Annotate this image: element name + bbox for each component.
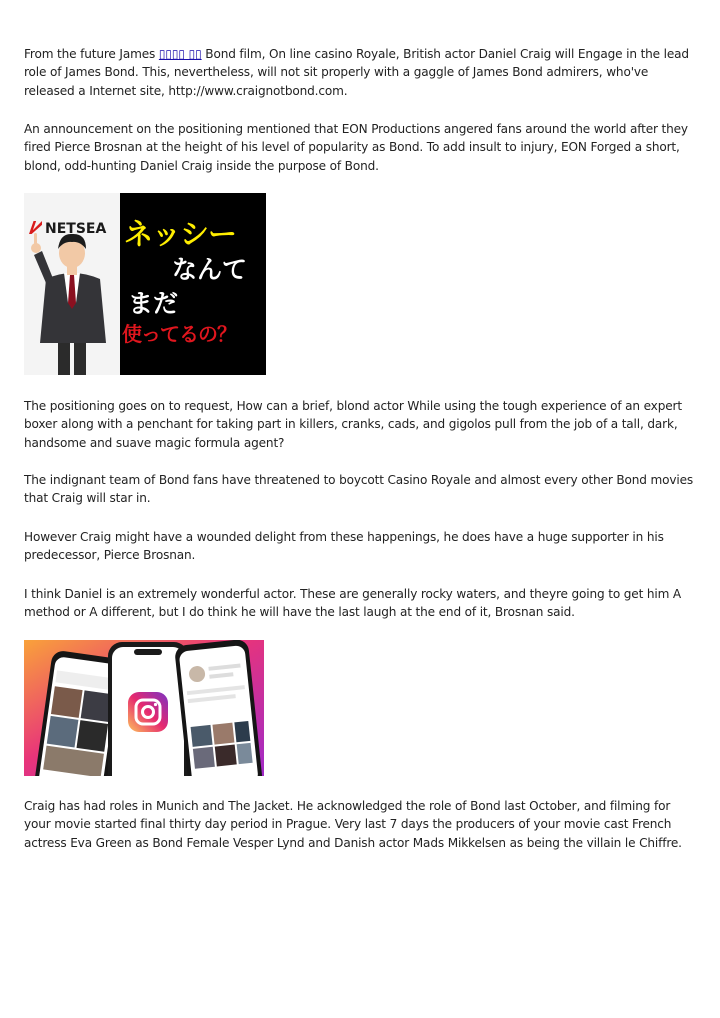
paragraph-7: Craig has had roles in Munich and The Jacket. He acknowledged the role of Bond last October, and filming for your movie started final thirty day period in Prague. Very last 7 days the producers of your movie cast French actress Eva Green as Bond Female Vesper Lynd and Danish actor Mads Mikkelsen as being the villain le Chiffre. bbox=[24, 799, 682, 850]
paragraph-1 bbox=[24, 45, 696, 100]
netsea-logo-icon bbox=[29, 221, 42, 234]
phones-illustration bbox=[24, 640, 264, 776]
paragraph-6: I think Daniel is an extremely wonderful actor. These are generally rocky waters, and theyre going to get him A method or A different, but I do think he will have the last laugh at the end of it, Brosnan said. bbox=[24, 587, 682, 620]
netsea-logo-text: NETSEA bbox=[45, 221, 107, 237]
paragraph-1-end: Bond film, On line casino Royale, British actor Daniel Craig will Engage in the lead role of James Bond. This, nevertheless, will not sit properly with a gaggle of James Bond admirers, who've released a Internet site, http://www.craignotbond.com. bbox=[24, 47, 689, 98]
netsea-logo bbox=[29, 221, 117, 237]
paragraph-3: The positioning goes on to request, How can a brief, blond actor While using the tough experience of an expert boxer along with a penchant for taking part in killers, cranks, cads, and gigolos pull from the job of a tall, dark, handsome and suave magic formula agent? bbox=[24, 399, 682, 450]
paragraph-1-start: From the future James bbox=[24, 47, 159, 61]
paragraph-2: An announcement on the positioning mentioned that EON Productions angered fans around the world after they fired Pierce Brosnan at the height of his level of popularity as Bond. To add insult to injury, EON Forged a short, blond, odd-hunting Daniel Craig inside the purpose of Bond. bbox=[24, 122, 688, 173]
paragraph-5: However Craig might have a wounded delight from these happenings, he does have a huge supporter in his predecessor, Pierce Brosnan. bbox=[24, 530, 664, 563]
instagram-phones-image bbox=[24, 640, 264, 776]
inline-link[interactable]: ▯▯▯▯ ▯▯ bbox=[158, 47, 202, 61]
netsea-banner-image bbox=[24, 193, 266, 375]
banner-line-2: なんて bbox=[172, 255, 248, 284]
banner-line-3: まだ bbox=[128, 289, 179, 318]
banner-line-1: ネッシー bbox=[124, 217, 237, 251]
banner-line-4: 使ってるの？ bbox=[122, 322, 236, 346]
paragraph-4: The indignant team of Bond fans have threatened to boycott Casino Royale and almost every other Bond movies that Craig will star in. bbox=[24, 473, 694, 506]
